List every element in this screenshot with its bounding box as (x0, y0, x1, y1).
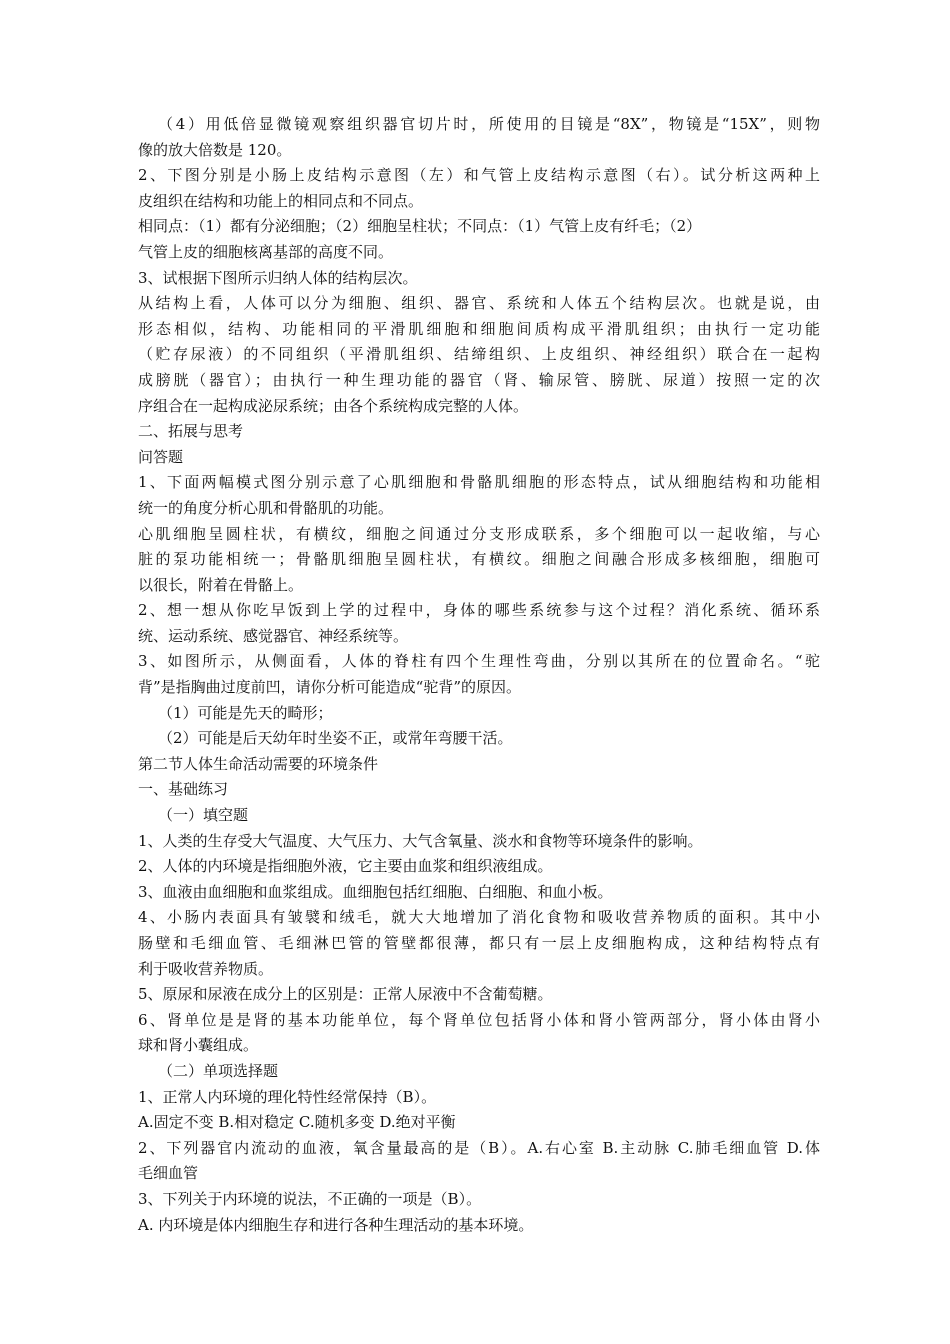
text-line: 成膀胱（器官）；由执行一种生理功能的器官（肾、输尿管、膀胱、尿道）按照一定的次 (138, 370, 820, 389)
text-line: 3、血液由血细胞和血浆组成。血细胞包括红细胞、白细胞、和血小板。 (138, 882, 613, 901)
text-line: 脏的泵功能相统一；骨骼肌细胞呈圆柱状，有横纹。细胞之间融合形成多核细胞，细胞可 (138, 550, 820, 569)
text-line: 4、小肠内表面具有皱襞和绒毛，就大大地增加了消化食物和吸收营养物质的面积。其中小 (138, 908, 820, 927)
text-line: （二）单项选择题 (158, 1061, 279, 1080)
text-line: 5、原尿和尿液在成分上的区别是：正常人尿液中不含葡萄糖。 (138, 985, 553, 1004)
text-line: 形态相似，结构、功能相同的平滑肌细胞和细胞间质构成平滑肌组织；由执行一定功能 (138, 319, 820, 338)
text-line: A.固定不变 B.相对稳定 C.随机多变 D.绝对平衡 (138, 1113, 456, 1132)
text-line: 3、试根据下图所示归纳人体的结构层次。 (138, 268, 418, 287)
text-line: 统一的角度分析心肌和骨骼肌的功能。 (138, 498, 394, 517)
text-line: 1、正常人内环境的理化特性经常保持（B）。 (138, 1087, 437, 1106)
document-page (138, 112, 820, 1238)
text-line: A. 内环境是体内细胞生存和进行各种生理活动的基本环境。 (138, 1215, 534, 1234)
text-line: 以很长，附着在骨骼上。 (138, 575, 304, 594)
text-line: 球和肾小囊组成。 (138, 1036, 259, 1055)
text-line: 2、下图分别是小肠上皮结构示意图（左）和气管上皮结构示意图（右）。试分析这两种上 (138, 166, 820, 185)
text-line: 心肌细胞呈圆柱状，有横纹，细胞之间通过分支形成联系，多个细胞可以一起收缩，与心 (138, 524, 820, 543)
text-line: 统、运动系统、感觉器官、神经系统等。 (138, 626, 409, 645)
text-line: 3、下列关于内环境的说法，不正确的一项是（B）。 (138, 1189, 482, 1208)
text-line: 2、想一想从你吃早饭到上学的过程中，身体的哪些系统参与这个过程？消化系统、循环系 (138, 601, 820, 620)
text-line: 像的放大倍数是 120。 (138, 140, 292, 159)
text-line: 1、人类的生存受大气温度、大气压力、大气含氧量、淡水和食物等环境条件的影响。 (138, 831, 703, 850)
text-line: 3、如图所示，从侧面看，人体的脊柱有四个生理性弯曲，分别以其所在的位置命名。“驼 (138, 652, 820, 671)
text-line: 相同点：（1）都有分泌细胞；（2）细胞呈柱状；不同点：（1）气管上皮有纤毛；（2） (138, 217, 702, 236)
text-line: （1）可能是先天的畸形； (158, 703, 333, 722)
text-line: 2、人体的内环境是指细胞外液，它主要由血浆和组织液组成。 (138, 857, 553, 876)
text-line: （贮存尿液）的不同组织（平滑肌组织、结缔组织、上皮组织、神经组织）联合在一起构 (138, 345, 820, 364)
text-line: 1、下面两幅模式图分别示意了心肌细胞和骨骼肌细胞的形态特点，试从细胞结构和功能相 (138, 473, 820, 492)
text-line: 第二节人体生命活动需要的环境条件 (138, 754, 379, 773)
text-line: 2、下列器官内流动的血液，氧含量最高的是（B）。A.右心室 B.主动脉 C.肺毛细血管 D.体 (138, 1138, 820, 1157)
text-line: 问答题 (138, 447, 184, 466)
text-line: （一）填空题 (158, 806, 249, 825)
text-line: 从结构上看，人体可以分为细胞、组织、器官、系统和人体五个结构层次。也就是说，由 (138, 294, 820, 313)
text-line: 肠壁和毛细血管、毛细淋巴管的管壁都很薄，都只有一层上皮细胞构成，这种结构特点有 (138, 934, 820, 952)
text-line: 序组合在一起构成泌尿系统；由各个系统构成完整的人体。 (138, 396, 529, 415)
text-line: 6、肾单位是是肾的基本功能单位，每个肾单位包括肾小体和肾小管两部分，肾小体由肾小 (138, 1010, 820, 1029)
text-line: 利于吸收营养物质。 (138, 959, 274, 978)
text-line: 皮组织在结构和功能上的相同点和不同点。 (138, 191, 424, 210)
text-line: （4）用低倍显微镜观察组织器官切片时，所使用的目镜是“8X”，物镜是“15X”，则物 (158, 115, 820, 133)
text-line: 气管上皮的细胞核离基部的高度不同。 (138, 242, 394, 261)
text-line: 一、基础练习 (138, 780, 229, 799)
text-line: （2）可能是后天幼年时坐姿不正，或常年弯腰干活。 (158, 729, 513, 748)
text-line: 毛细血管 (138, 1164, 199, 1183)
text-line: 背”是指胸曲过度前凹，请你分析可能造成“驼背”的原因。 (138, 678, 522, 697)
text-line: 二、拓展与思考 (138, 422, 244, 441)
